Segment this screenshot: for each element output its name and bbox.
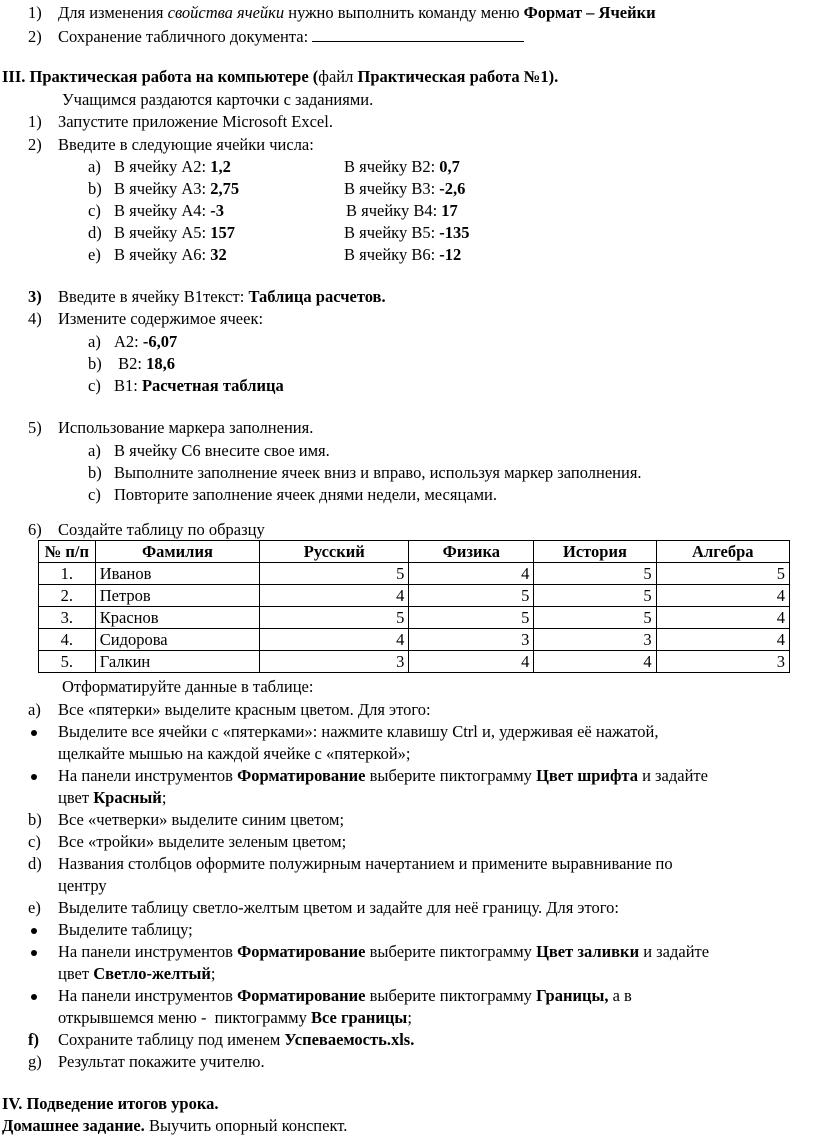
table-cell: 4: [409, 563, 534, 585]
table-cell: 4: [409, 651, 534, 673]
table-row: [39, 629, 790, 651]
format-bullet-cont: [58, 788, 166, 808]
format-bullet: [58, 942, 709, 962]
text: В ячейку A2:: [114, 157, 211, 176]
list-letter: g): [28, 1052, 42, 1071]
table-cell: 1.: [39, 563, 96, 585]
list-letter: b): [28, 810, 42, 829]
step-6: Создайте таблицу по образцу: [58, 520, 265, 539]
column-header: № п/п: [39, 541, 96, 563]
text: На панели инструментов: [58, 766, 238, 785]
column-header: Физика: [409, 541, 534, 563]
table-cell: 4: [656, 607, 789, 629]
bullet-icon: [31, 774, 37, 780]
table-cell: 3: [656, 651, 789, 673]
list-number: 3): [28, 287, 42, 306]
format-bullet-cont: [58, 1008, 412, 1028]
step-5-item: Повторите заполнение ячеек днями недели, месяцами.: [114, 485, 498, 504]
format-item-a: Все «пятерки» выделите красным цветом. Для этого:: [58, 700, 431, 719]
list-letter: a): [88, 441, 101, 460]
list-letter: b): [88, 354, 102, 373]
icon-name: Границы,: [536, 986, 609, 1005]
list-number: 1): [28, 112, 42, 131]
text: В ячейку B6:: [344, 245, 440, 264]
text: В ячейку A5:: [114, 223, 211, 242]
text: ;: [407, 1008, 412, 1027]
format-item-c: Все «тройки» выделите зеленым цветом;: [58, 832, 347, 851]
value: 17: [441, 201, 458, 220]
intro-item-2: [58, 27, 524, 47]
step-4: Измените содержимое ячеек:: [58, 309, 264, 328]
fill-in-blank: [312, 27, 524, 42]
table-cell: 5: [409, 607, 534, 629]
text: и задайте: [639, 942, 710, 961]
title-bold: III. Практическая работа на компьютере (: [2, 67, 319, 86]
list-number: 4): [28, 309, 42, 328]
format-item-f: [58, 1030, 414, 1050]
edit-entry: [114, 376, 284, 396]
text: выберите пиктограмму: [365, 986, 537, 1005]
cell-entry-a: [114, 223, 235, 243]
format-bullet: [58, 766, 708, 786]
text: B1:: [114, 376, 142, 395]
value: 2,75: [210, 179, 240, 198]
italic-term: свойства ячейки: [167, 3, 285, 22]
table-cell: Галкин: [95, 651, 259, 673]
cell-entry-b: [344, 157, 460, 177]
table-cell: 4: [656, 629, 789, 651]
menu-command: Формат – Ячейки: [523, 3, 656, 22]
table-cell: 5: [409, 585, 534, 607]
text: В ячейку A4:: [114, 201, 211, 220]
table-cell: 3.: [39, 607, 96, 629]
table-row: [39, 585, 790, 607]
table-cell: 3: [534, 629, 656, 651]
table-cell: 3: [409, 629, 534, 651]
value: 157: [210, 223, 235, 242]
value: 18,6: [146, 354, 175, 373]
list-number: 2): [28, 135, 42, 154]
text: В ячейку B4:: [346, 201, 442, 220]
list-letter: c): [88, 376, 101, 395]
table-cell: 5: [534, 607, 656, 629]
text: A2:: [114, 332, 143, 351]
toolbar-name: Форматирование: [237, 986, 366, 1005]
cell-entry-a: [114, 157, 231, 177]
grades-table: [38, 540, 790, 673]
bullet-icon: [31, 950, 37, 956]
table-row: [39, 563, 790, 585]
text: В ячейку B5:: [344, 223, 440, 242]
section-4-title: IV. Подведение итогов урока.: [2, 1094, 219, 1113]
table-cell: Петров: [95, 585, 259, 607]
list-number: 6): [28, 520, 42, 539]
step-5: Использование маркера заполнения.: [58, 418, 314, 437]
color-name: Светло-желтый: [93, 964, 211, 983]
list-letter: e): [28, 898, 41, 917]
icon-name: Цвет шрифта: [536, 766, 638, 785]
table-cell: 5: [656, 563, 789, 585]
list-number: 5): [28, 418, 42, 437]
menu-item-name: Все границы: [311, 1008, 408, 1027]
text: цвет: [58, 964, 94, 983]
list-letter: a): [88, 157, 101, 176]
toolbar-name: Форматирование: [237, 942, 366, 961]
format-item-g: Результат покажите учителю.: [58, 1052, 265, 1071]
file-name: Успеваемость.xls.: [284, 1030, 415, 1049]
format-item-e: Выделите таблицу светло-желтым цветом и задайте для неё границу. Для этого:: [58, 898, 619, 917]
list-letter: c): [88, 485, 101, 504]
list-letter: e): [88, 245, 101, 264]
list-letter: a): [28, 700, 41, 719]
bullet-icon: [31, 928, 37, 934]
table-cell: 4.: [39, 629, 96, 651]
text: Выучить опорный конспект.: [144, 1116, 348, 1135]
table-row: [39, 651, 790, 673]
section-3-subtitle: Учащимся раздаются карточки с заданиями.: [62, 90, 374, 109]
table-cell: 5: [534, 563, 656, 585]
list-letter: b): [88, 179, 102, 198]
cell-entry-b: [344, 223, 470, 243]
list-letter: a): [88, 332, 101, 351]
text: Введите в ячейку B1текст:: [58, 287, 249, 306]
text: ;: [161, 788, 167, 807]
cell-entry-a: [114, 245, 227, 265]
table-cell: 4: [534, 651, 656, 673]
column-header: Русский: [260, 541, 409, 563]
table-cell: 2.: [39, 585, 96, 607]
intro-item-1: [58, 3, 656, 23]
bullet-icon: [31, 994, 37, 1000]
icon-name: Цвет заливки: [536, 942, 640, 961]
table-cell: 5.: [39, 651, 96, 673]
table-cell: Иванов: [95, 563, 259, 585]
value: -6,07: [142, 332, 178, 351]
value: -135: [439, 223, 470, 242]
list-letter: f): [28, 1030, 39, 1049]
list-number: 1): [28, 3, 42, 22]
column-header: Алгебра: [656, 541, 789, 563]
list-letter: c): [28, 832, 41, 851]
value: 32: [210, 245, 227, 264]
value: -12: [439, 245, 462, 264]
step-5-item: В ячейку C6 внесите свое имя.: [114, 441, 330, 460]
step-1: Запустите приложение Microsoft Excel.: [58, 112, 333, 131]
format-item-b: Все «четверки» выделите синим цветом;: [58, 810, 345, 829]
text: Сохранение табличного документа:: [58, 27, 313, 46]
step-5-item: Выполните заполнение ячеек вниз и вправо, используя маркер заполнения.: [114, 463, 642, 482]
list-number: 2): [28, 27, 42, 46]
bullet-icon: [31, 730, 37, 736]
table-header-row: [39, 541, 790, 563]
format-item-d: Названия столбцов оформите полужирным начертанием и примените выравнивание по: [58, 854, 673, 873]
value: -2,6: [439, 179, 466, 198]
value: -3: [210, 201, 224, 220]
edit-entry: [114, 332, 177, 352]
value: Таблица расчетов.: [248, 287, 386, 306]
format-intro: Отформатируйте данные в таблице:: [62, 677, 314, 696]
format-bullet-cont: [58, 964, 215, 984]
edit-entry: [114, 354, 175, 374]
text: В ячейку B2:: [344, 157, 440, 176]
text: ;: [210, 964, 216, 983]
step-2: Введите в следующие ячейки числа:: [58, 135, 314, 154]
text: выберите пиктограмму: [365, 942, 537, 961]
text: На панели инструментов: [58, 986, 238, 1005]
table-cell: 5: [260, 563, 409, 585]
text: и задайте: [637, 766, 708, 785]
table-cell: 5: [534, 585, 656, 607]
title-bold: Практическая работа №1).: [357, 67, 559, 86]
format-item-d-cont: центру: [58, 876, 107, 895]
table-cell: 4: [260, 629, 409, 651]
format-bullet: Выделите таблицу;: [58, 920, 193, 939]
toolbar-name: Форматирование: [237, 766, 366, 785]
cell-entry-a: [114, 201, 224, 221]
cell-entry-b: [346, 201, 458, 221]
column-header: Фамилия: [95, 541, 259, 563]
text: Сохраните таблицу под именем: [58, 1030, 285, 1049]
cell-entry-b: [344, 245, 461, 265]
text: В ячейку A3:: [114, 179, 211, 198]
cell-entry-a: [114, 179, 239, 199]
text: открывшемся меню - пиктограмму: [58, 1008, 311, 1027]
text: В ячейку B3:: [344, 179, 440, 198]
homework-label: Домашнее задание.: [2, 1116, 145, 1135]
table-row: [39, 607, 790, 629]
list-letter: c): [88, 201, 101, 220]
section-3-title: [2, 67, 558, 87]
format-bullet-cont: щелкайте мышью на каждой ячейке с «пятеркой»;: [58, 744, 411, 763]
text: нужно выполнить команду меню: [284, 3, 524, 22]
text: B2:: [114, 354, 147, 373]
format-bullet: [58, 986, 632, 1006]
table-cell: 4: [260, 585, 409, 607]
text: выберите пиктограмму: [365, 766, 537, 785]
text: На панели инструментов: [58, 942, 238, 961]
table-cell: 3: [260, 651, 409, 673]
cell-entry-b: [344, 179, 465, 199]
text: файл: [318, 67, 358, 86]
text: а в: [608, 986, 632, 1005]
value: 0,7: [439, 157, 460, 176]
table-cell: Сидорова: [95, 629, 259, 651]
table-cell: 5: [260, 607, 409, 629]
table-cell: Краснов: [95, 607, 259, 629]
list-letter: d): [88, 223, 102, 242]
color-name: Красный: [93, 788, 162, 807]
column-header: История: [534, 541, 656, 563]
table-cell: 4: [656, 585, 789, 607]
text: В ячейку A6:: [114, 245, 211, 264]
step-3: [58, 287, 386, 307]
format-bullet: Выделите все ячейки с «пятерками»: нажмите клавишу Ctrl и, удерживая её нажатой,: [58, 722, 659, 741]
text: цвет: [58, 788, 94, 807]
value: Расчетная таблица: [141, 376, 284, 395]
text: Для изменения: [58, 3, 168, 22]
list-letter: b): [88, 463, 102, 482]
value: 1,2: [210, 157, 231, 176]
list-letter: d): [28, 854, 42, 873]
homework-line: [2, 1116, 347, 1136]
